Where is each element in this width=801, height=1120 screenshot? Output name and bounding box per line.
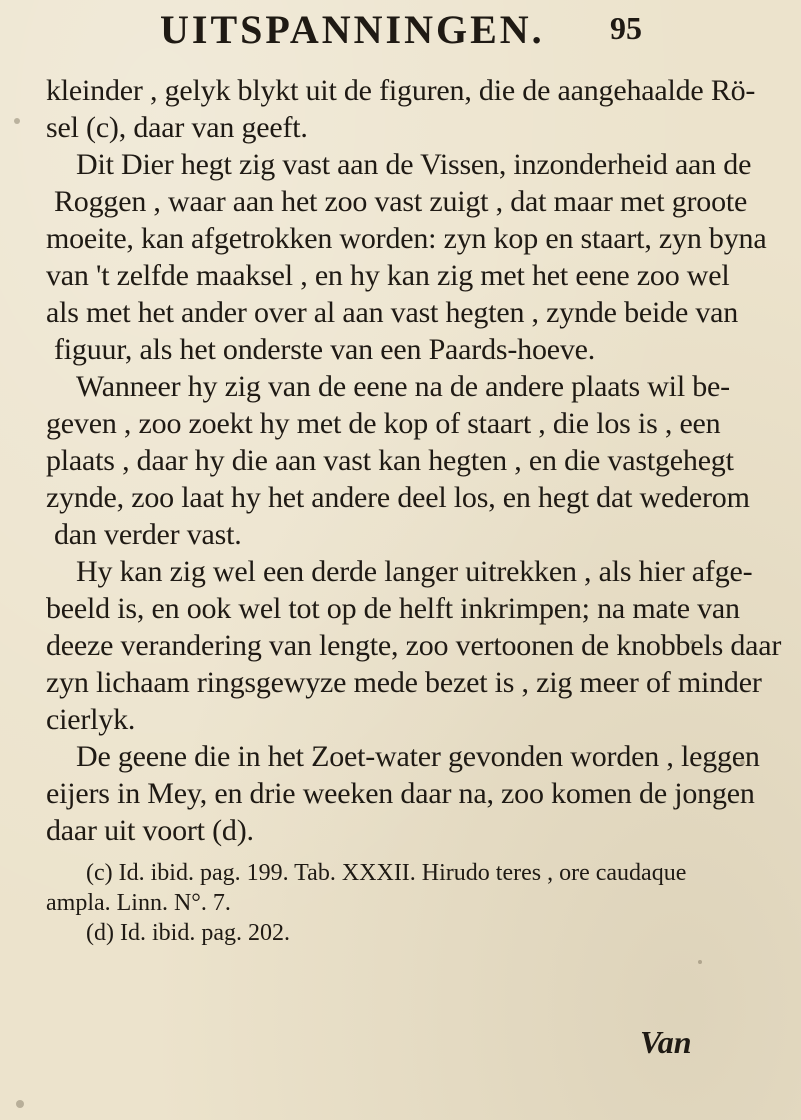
text-line: moeite, kan afgetrokken worden: zyn kop en staart, zyn byna [46,222,767,255]
footnote-c-continued: ampla. Linn. N°. 7. [46,890,231,916]
footnotes [46,858,706,948]
text-line: van 't zelfde maaksel , en hy kan zig met het eene zoo wel [46,259,730,292]
paper-speck [698,960,702,964]
running-head: UITSPANNINGEN. [160,7,545,52]
page-number: 95 [610,10,642,46]
text-line: zyn lichaam ringsgewyze mede bezet is , zig meer of minder [46,666,762,699]
paper-speck [690,640,694,644]
paper-speck [14,118,20,124]
text-line: beeld is, en ook wel tot op de helft inkrimpen; na mate van [46,592,740,625]
text-line: cierlyk. [46,703,136,736]
footnote-d: (d) Id. ibid. pag. 202. [86,920,290,946]
text-line: deeze verandering van lengte, zoo vertoonen de knobbels daar [46,629,782,662]
text-line: Roggen , waar aan het zoo vast zuigt , dat maar met groote [54,185,748,218]
text-line: plaats , daar hy die aan vast kan hegten , en die vastgehegt [46,444,734,477]
text-line: eijers in Mey, en drie weeken daar na, zoo komen de jongen [46,777,755,810]
page-header [160,6,660,66]
text-line: kleinder , gelyk blykt uit de figuren, die de aangehaalde Rö- [46,74,756,107]
text-line: zynde, zoo laat hy het andere deel los, en hegt dat wederom [46,481,750,514]
text-line: Hy kan zig wel een derde langer uitrekken , als hier afge- [76,555,753,588]
catchword: Van [640,1024,692,1060]
text-line: De geene die in het Zoet-water gevonden worden , leggen [76,740,760,773]
text-line: sel (c), daar van geeft. [46,111,308,144]
paper-speck [16,1100,24,1108]
text-line: als met het ander over al aan vast hegten , zynde beide van [46,296,739,329]
text-line: Wanneer hy zig van de eene na de andere plaats wil be- [76,370,730,403]
text-line: daar uit voort (d). [46,814,254,847]
text-line: geven , zoo zoekt hy met de kop of staart , die los is , een [46,407,721,440]
text-line: Dit Dier hegt zig vast aan de Vissen, inzonderheid aan de [76,148,752,181]
body-text [46,72,782,849]
footnote-c: (c) Id. ibid. pag. 199. Tab. XXXII. Hirudo teres , ore caudaque [86,860,687,886]
text-line: figuur, als het onderste van een Paards-hoeve. [54,333,596,366]
text-line: dan verder vast. [54,518,242,551]
paper-speck [740,760,745,765]
